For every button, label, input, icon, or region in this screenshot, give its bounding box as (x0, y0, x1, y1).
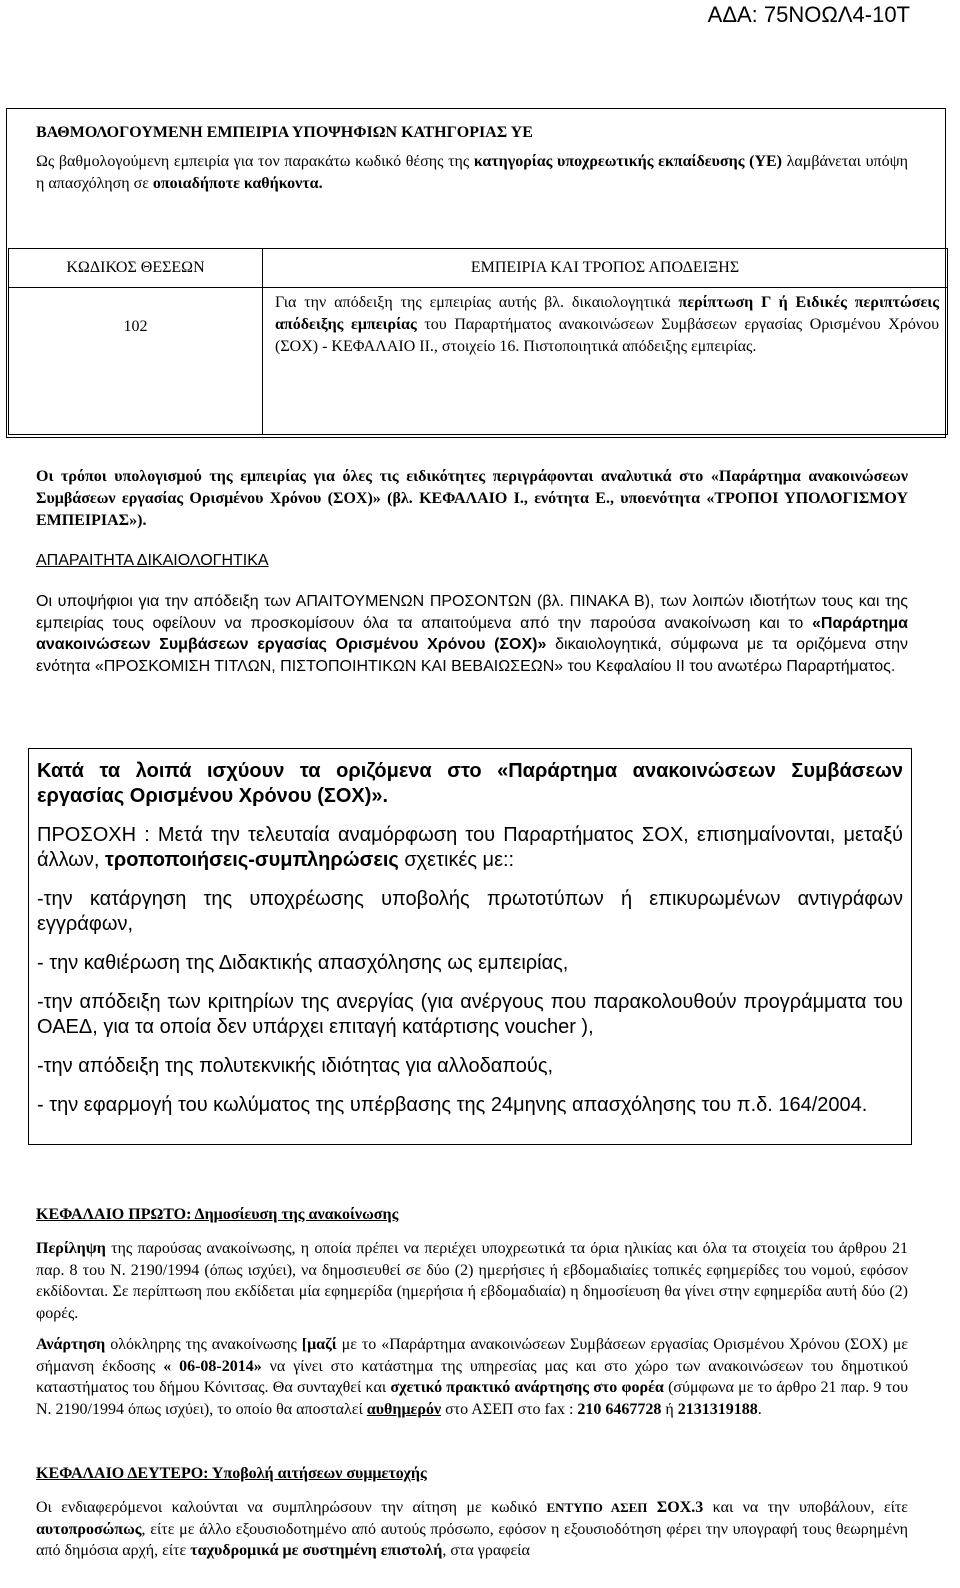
chapter1-summary: Περίληψη της παρούσας ανακοίνωσης, η οποία πρέπει να περιέχει υποχρεωτικά τα όρια ηλικίας και όλα τα στοιχεία του άρθρου 21 παρ. 8 του Ν. 2190/1994 (όπως ισχύει), να δημοσιευθεί σε δύο (2) ημερήσιες ή εβδομαδιαίες τοπικές εφημερίδες του νομού, εφόσον εκδίδονται. Σε περίπτωση που εκδίδεται μία εφημερίδα (ημερήσια ή εβδομαδιαία) η δημοσίευση θα γίνει στην εφημερίδα αυτή δύο (2) φορές. (36, 1240, 908, 1322)
notice-item: - την καθιέρωση της Διδακτικής απασχόλησης ως εμπειρίας, (37, 952, 569, 974)
experience-proof: Για την απόδειξη της εμπειρίας αυτής βλ. δικαιολογητικά περίπτωση Γ ή Ειδικές περιπτώσεις απόδειξης εμπειρίας του Παραρτήματος ανακοινώσεων Συμβάσεων εργασίας Ορισμένου Χρόνου (ΣΟΧ) - ΚΕΦΑΛΑΙΟ ΙΙ., στοιχείο 16. Πιστοποιητικά απόδειξης εμπειρίας. (263, 288, 948, 435)
notice-item: - την εφαρμογή του κωλύματος της υπέρβασης της 24μηνης απασχόλησης του π.δ. 164/2004. (37, 1094, 868, 1116)
chapter2-text: Οι ενδιαφερόμενοι καλούνται να συμπληρώσουν την αίτηση με κωδικό ΕΝΤΥΠΟ ΑΣΕΠ ΣΟΧ.3 και να την υποβάλουν, είτε αυτοπροσώπως, είτε με άλλο εξουσιοδοτημένο από αυτούς πρόσωπο, εφόσον η εξουσιοδότηση φέρει την υπογραφή τους θεωρημένη από δημόσια αρχή, είτε ταχυδρομικά με συστημένη επιστολή, στα γραφεία (36, 1499, 909, 1559)
experience-intro: Ως βαθμολογούμενη εμπειρία για τον παρακάτω κωδικό θέσης της κατηγορίας υποχρεωτικής εκπαίδευσης (ΥΕ) λαμβάνεται υπόψη η απασχόληση σε οποιαδήποτε καθήκοντα. (36, 153, 909, 192)
col-header-code: ΚΩΔΙΚΟΣ ΘΕΣΕΩΝ (9, 249, 263, 288)
position-code: 102 (9, 288, 263, 435)
required-docs-heading: ΑΠΑΡΑΙΤΗΤΑ ΔΙΚΑΙΟΛΟΓΗΤΙΚΑ (36, 552, 269, 569)
notice-item: -την απόδειξη της πολυτεκνικής ιδιότητας για αλλοδαπούς, (37, 1055, 554, 1077)
required-docs-text: Οι υποψήφιοι για την απόδειξη των ΑΠΑΙΤΟΥΜΕΝΩΝ ΠΡΟΣΟΝΤΩΝ (βλ. ΠΙΝΑΚΑ Β), των λοιπών ιδιοτήτων τους και της εμπειρίας τους οφείλουν να προσκομίσουν όλα τα απαιτούμενα από την παρούσα ανακοίνωση και το «Παράρτημα ανακοινώσεων Συμβάσεων εργασίας Ορισμένου Χρόνου (ΣΟΧ)» δικαιολογητικά, σύμφωνα με τα οριζόμενα στην ενότητα «ΠΡΟΣΚΟΜΙΣΗ ΤΙΤΛΩΝ, ΠΙΣΤΟΠΟΙΗΤΙΚΩΝ ΚΑΙ ΒΕΒΑΙΩΣΕΩΝ» του Κεφαλαίου ΙΙ του ανωτέρω Παραρτήματος. (36, 593, 908, 675)
chapter1-heading: ΚΕΦΑΛΑΙΟ ΠΡΩΤΟ: Δημοσίευση της ανακοίνωσης (36, 1206, 399, 1223)
calc-note: Οι τρόποι υπολογισμού της εμπειρίας για όλες τις ειδικότητες περιγράφονται αναλυτικά στο «Παράρτημα ανακοινώσεων Συμβάσεων εργασίας Ορισμένου Χρόνου (ΣΟΧ)» (βλ. ΚΕΦΑΛΑΙΟ Ι., ενότητα Ε., υποενότητα «ΤΡΟΠΟΙ ΥΠΟΛΟΓΙΣΜΟΥ ΕΜΠΕΙΡΙΑΣ»). (36, 468, 908, 529)
chapter1-posting: Ανάρτηση ολόκληρης της ανακοίνωσης [μαζί με το «Παράρτημα ανακοινώσεων Συμβάσεων εργασίας Ορισμένου Χρόνου (ΣΟΧ) με σήμανση έκδοσης « 06-08-2014» να γίνει στο κατάστημα της υπηρεσίας μας και στο χώρο των ανακοινώσεων του δημοτικού καταστήματος του δήμου Κόνιτσας. Θα συνταχθεί και σχετικό πρακτικό ανάρτησης στο φορέα (σύμφωνα με το άρθρο 21 παρ. 9 του Ν. 2190/1994 όπως ισχύει), το οποίο θα αποσταλεί αυθημερόν στο ΑΣΕΠ στο fax : 210 6467728 ή 2131319188. (36, 1336, 909, 1418)
ada-code: ΑΔΑ: 75ΝΟΩΛ4-10Τ (707, 2, 910, 27)
notice-intro: Κατά τα λοιπά ισχύουν τα οριζόμενα στο «Παράρτημα ανακοινώσεων Συμβάσεων εργασίας Ορισμένου Χρόνου (ΣΟΧ)». (37, 760, 903, 807)
experience-table (8, 248, 948, 435)
notice-box (28, 748, 912, 1145)
chapter2-heading: ΚΕΦΑΛΑΙΟ ΔΕΥΤΕΡΟ: Υποβολή αιτήσεων συμμετοχής (36, 1465, 427, 1482)
notice-item: -την απόδειξη των κριτηρίων της ανεργίας (για ανέργους που παρακολουθούν προγράμματα του ΟΑΕΔ, για τα οποία δεν υπάρχει επιταγή κατάρτισης voucher ), (37, 991, 903, 1038)
experience-title: ΒΑΘΜΟΛΟΓΟΥΜΕΝΗ ΕΜΠΕΙΡΙΑ ΥΠΟΨΗΦΙΩΝ ΚΑΤΗΓΟΡΙΑΣ ΥΕ (36, 124, 533, 141)
notice-item: -την κατάργηση της υποχρέωσης υποβολής πρωτοτύπων ή επικυρωμένων αντιγράφων εγγράφων, (37, 888, 903, 935)
attention-paragraph: ΠΡΟΣΟΧΗ : Μετά την τελευταία αναμόρφωση του Παραρτήματος ΣΟΧ, επισημαίνονται, μεταξύ άλλων, τροποποιήσεις-συμπληρώσεις σχετικές με:: (37, 824, 903, 871)
col-header-experience: ΕΜΠΕΙΡΙΑ ΚΑΙ ΤΡΟΠΟΣ ΑΠΟΔΕΙΞΗΣ (263, 249, 948, 288)
